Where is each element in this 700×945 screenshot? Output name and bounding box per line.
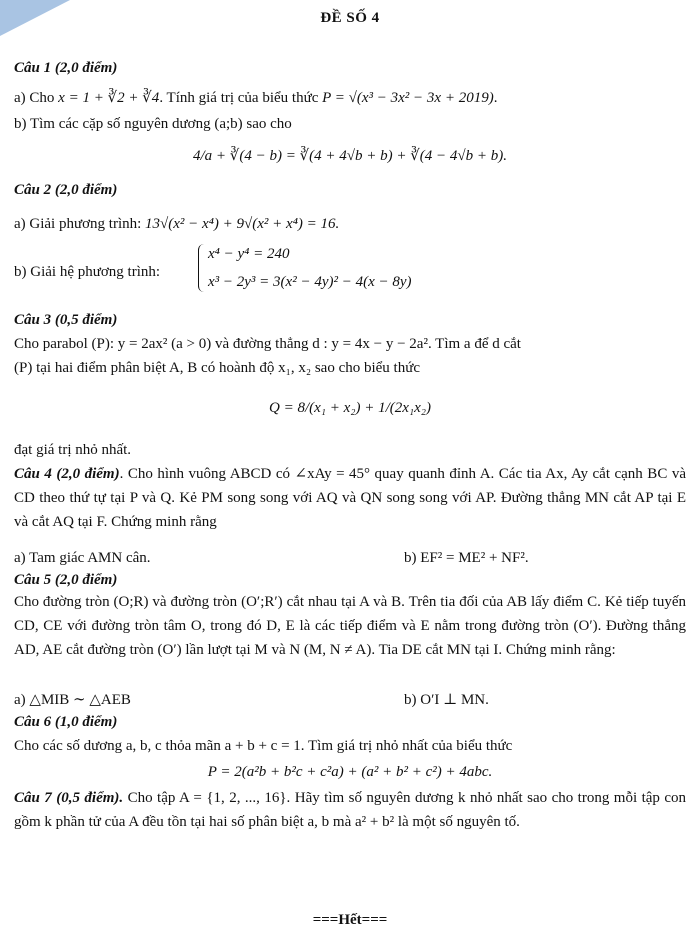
page-title: ĐỀ SỐ 4 xyxy=(320,10,380,26)
q1-heading: Câu 1 (2,0 điểm) xyxy=(14,60,118,76)
q6-text: Cho các số dương a, b, c thỏa mãn a + b + c = 1. Tìm giá trị nhỏ nhất của biểu thức xyxy=(14,738,513,754)
q3-heading: Câu 3 (0,5 điểm) xyxy=(14,312,118,328)
q2-part-b-label: b) Giải hệ phương trình: xyxy=(14,264,161,280)
q3-line3: đạt giá trị nhỏ nhất. xyxy=(14,442,132,458)
q7-heading: Câu 7 (0,5 điểm). xyxy=(14,790,124,806)
q1-a-expr: P = √(x³ − 3x² − 3x + 2019) xyxy=(322,90,494,106)
q6-heading: Câu 6 (1,0 điểm) xyxy=(14,714,118,730)
q2-a-formula: 13√(x² − x⁴) + 9√(x² + x⁴) = 16. xyxy=(145,216,340,232)
q1-part-b: b) Tìm các cặp số nguyên dương (a;b) sao cho xyxy=(14,116,292,132)
q3-line1: Cho parabol (P): y = 2ax² (a > 0) và đường thẳng d : y = 4x − y − 2a². Tìm a để d cắt xyxy=(14,336,521,352)
q4-heading: Câu 4 (2,0 điểm) xyxy=(14,466,120,482)
q1-a-math: x = 1 + ∛2 + ∛4 xyxy=(58,90,160,106)
q5-part-b: b) O′I ⊥ MN. xyxy=(404,692,489,708)
q5-heading: Câu 5 (2,0 điểm) xyxy=(14,572,118,588)
q3-formula: Q = 8/(x₁ + x₂) + 1/(2x₁x₂) xyxy=(268,400,431,416)
page-footer: ===Hết=== xyxy=(312,912,388,928)
q4-text xyxy=(14,462,686,534)
q2-part-a xyxy=(14,214,686,234)
q2-heading: Câu 2 (2,0 điểm) xyxy=(14,182,118,198)
q2-b-eq1: x⁴ − y⁴ = 240 xyxy=(208,246,290,262)
q2-a-text: a) Giải phương trình: xyxy=(14,216,146,232)
q4-body: . Cho hình vuông ABCD có ∠xAy = 45° quay quanh đỉnh A. Các tia Ax, Ay cắt cạnh BC và CD theo thứ tự tại P và Q. Kẻ PM song song với AQ và QN song song với AP. Đường thẳng MN cắt AP tại E và cắt AQ tại F. Chứng minh rằng xyxy=(14,466,686,530)
q7-body: Cho tập A = {1, 2, ..., 16}. Hãy tìm số nguyên dương k nhỏ nhất sao cho trong mỗi tập con gồm k phần tử của A đều tồn tại hai số phân biệt a, b mà a² + b² là một số nguyên tố. xyxy=(14,790,686,830)
system-brace xyxy=(198,244,207,292)
q1-a-prefix: a) Cho xyxy=(14,90,59,106)
q1-part-a xyxy=(14,88,686,108)
q3-line2: (P) tại hai điểm phân biệt A, B có hoành độ x₁, x₂ sao cho biểu thức xyxy=(14,360,421,376)
q4-part-b: b) EF² = ME² + NF². xyxy=(404,550,529,566)
q5-text: Cho đường tròn (O;R) và đường tròn (O′;R′) cắt nhau tại A và B. Trên tia đối của AB lấy điểm C. Kẻ tiếp tuyến CD, CE với đường tròn tâm O, trong đó D, E là các tiếp điểm và E nằm trong đường tròn (O′). Đường thẳng AD, AE cắt đường tròn (O′) lần lượt tại M và N (M, N ≠ A). Tia DE cắt MN tại I. Chứng minh rằng: xyxy=(14,594,686,658)
q7-text xyxy=(14,786,686,834)
q1-a-text: . Tính giá trị của biểu thức xyxy=(159,90,323,106)
q1-b-formula: 4/a + ∛(4 − b) = ∛(4 + 4√b + b) + ∛(4 − 4√b + b). xyxy=(192,148,507,164)
q5-part-a: a) △MIB ∼ △AEB xyxy=(14,692,131,708)
q6-formula: P = 2(a²b + b²c + c²a) + (a² + b² + c²) + 4abc. xyxy=(207,764,493,780)
q2-b-eq2: x³ − 2y³ = 3(x² − 4y)² − 4(x − 8y) xyxy=(208,274,412,290)
q1-a-end: . xyxy=(493,90,498,106)
q4-part-a: a) Tam giác AMN cân. xyxy=(14,550,151,566)
